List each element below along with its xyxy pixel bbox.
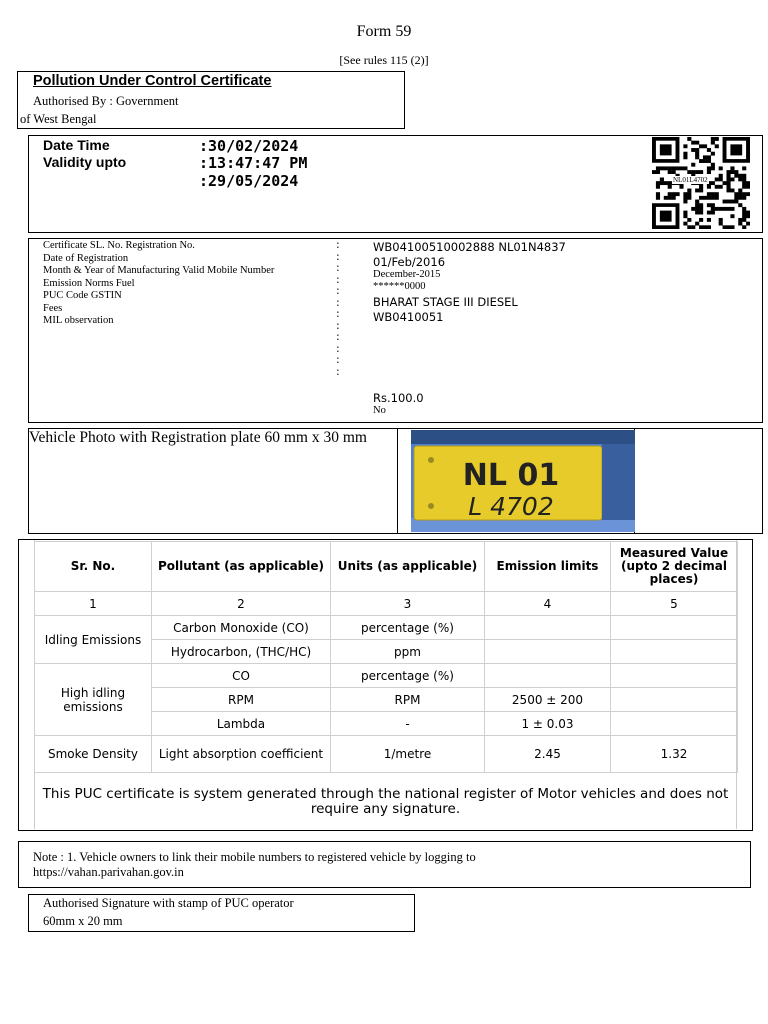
unit-hc: ppm: [331, 640, 485, 664]
table-row: [35, 616, 738, 640]
detail-label-reg-date: Date of Registration: [43, 252, 129, 264]
limit-lambda: 1 ± 0.03: [485, 712, 611, 736]
limit-light-absorption: 2.45: [485, 736, 611, 773]
measured-co-high: [611, 664, 738, 688]
header-pollutant: Pollutant (as applicable): [152, 542, 331, 592]
detail-label-fees: Fees: [43, 302, 63, 314]
idling-emissions-cell: Idling Emissions: [35, 616, 152, 664]
table-row: [35, 664, 738, 688]
vehicle-photo-section: [28, 428, 763, 534]
pollutant-rpm: RPM: [152, 688, 331, 712]
pollutant-light-absorption: Light absorption coefficient: [152, 736, 331, 773]
authority-name: of West Bengal: [20, 112, 97, 126]
measured-hc: [611, 640, 738, 664]
certificate-header: [17, 71, 405, 129]
rules-reference: [See rules 115 (2)]: [339, 53, 429, 67]
unit-rpm: RPM: [331, 688, 485, 712]
note-text: [33, 850, 476, 880]
puc-code-value: WB0410051: [373, 310, 444, 324]
note-line-1: Note : 1. Vehicle owners to link their mobile numbers to registered vehicle by logging to: [33, 850, 476, 864]
reg-date-value: 01/Feb/2016: [373, 255, 446, 269]
detail-label-puc-gstin: PUC Code GSTIN: [43, 290, 122, 301]
pollutant-co: Carbon Monoxide (CO): [152, 616, 331, 640]
vahan-link[interactable]: https://vahan.parivahan.gov.in: [33, 865, 184, 879]
unit-light-absorption: 1/metre: [331, 736, 485, 773]
date-validity-section: [28, 135, 763, 233]
col-number: 5: [611, 592, 738, 616]
mil-value: No: [373, 405, 386, 416]
col-number: 2: [152, 592, 331, 616]
limit-co-high: [485, 664, 611, 688]
qr-code-text: NL01L4702: [673, 176, 708, 184]
vehicle-details-section: [28, 238, 763, 423]
photo-divider: [397, 429, 398, 533]
signature-label: Authorised Signature with stamp of PUC operator: [43, 896, 294, 910]
fees-value: Rs.100.0: [373, 391, 424, 405]
detail-label-mil: MIL observation: [43, 315, 114, 326]
signature-section: [28, 894, 415, 932]
date-time-label: Date Time: [43, 137, 110, 153]
emission-table: [34, 541, 738, 773]
date-value: :30/02/2024: [199, 137, 299, 155]
detail-label-cert-reg: Certificate SL. No. Registration No.: [43, 240, 195, 251]
limit-rpm: 2500 ± 200: [485, 688, 611, 712]
header-measured-value: Measured Value (upto 2 decimal places): [611, 542, 738, 592]
vehicle-photo-label: Vehicle Photo with Registration plate 60 mm x 30 mm: [29, 429, 367, 446]
header-emission-limits: Emission limits: [485, 542, 611, 592]
validity-value: :29/05/2024: [199, 172, 299, 190]
colon-column: : : : : : : : : : : : :: [336, 238, 340, 378]
high-idling-cell: High idling emissions: [35, 664, 152, 736]
manufacture-value: December-2015: [373, 269, 441, 280]
header-sr-no: Sr. No.: [35, 542, 152, 592]
limit-co: [485, 616, 611, 640]
unit-co-high: percentage (%): [331, 664, 485, 688]
pollutant-co-high: CO: [152, 664, 331, 688]
note-section: [18, 841, 751, 888]
registration-plate-photo: [411, 430, 635, 532]
pollutant-lambda: Lambda: [152, 712, 331, 736]
authorised-by: Authorised By : Government: [33, 94, 179, 108]
measured-light-absorption: 1.32: [611, 736, 738, 773]
certificate-title: Pollution Under Control Certificate: [33, 73, 272, 89]
signature-size: 60mm x 20 mm: [43, 914, 123, 928]
measured-rpm: [611, 688, 738, 712]
system-generated-note: This PUC certificate is system generated through the national register of Motor vehicles and does not require any signature.: [42, 786, 729, 817]
col-number: 4: [485, 592, 611, 616]
form-title: Form 59: [356, 23, 412, 40]
detail-label-manufacture-mobile: Month & Year of Manufacturing Valid Mobile Number: [43, 265, 275, 276]
limit-hc: [485, 640, 611, 664]
unit-co: percentage (%): [331, 616, 485, 640]
smoke-density-cell: Smoke Density: [35, 736, 152, 773]
table-row: [35, 736, 738, 773]
measured-co: [611, 616, 738, 640]
detail-label-norms-fuel: Emission Norms Fuel: [43, 277, 135, 289]
plate-line-1: NL 01: [462, 458, 560, 493]
mobile-value: ******0000: [373, 281, 426, 292]
col-number: 3: [331, 592, 485, 616]
plate-line-2: L 4702: [468, 492, 554, 521]
table-header-row: [35, 542, 738, 592]
unit-lambda: -: [331, 712, 485, 736]
pollutant-hc: Hydrocarbon, (THC/HC): [152, 640, 331, 664]
qr-code: [652, 137, 750, 229]
time-value: :13:47:47 PM: [199, 154, 308, 172]
table-row: [35, 592, 738, 616]
validity-label: Validity upto: [43, 154, 127, 170]
col-number: 1: [35, 592, 152, 616]
norms-value: BHARAT STAGE III DIESEL: [373, 295, 518, 309]
measured-lambda: [611, 712, 738, 736]
header-units: Units (as applicable): [331, 542, 485, 592]
cert-reg-value: WB04100510002888 NL01N4837: [373, 240, 566, 254]
